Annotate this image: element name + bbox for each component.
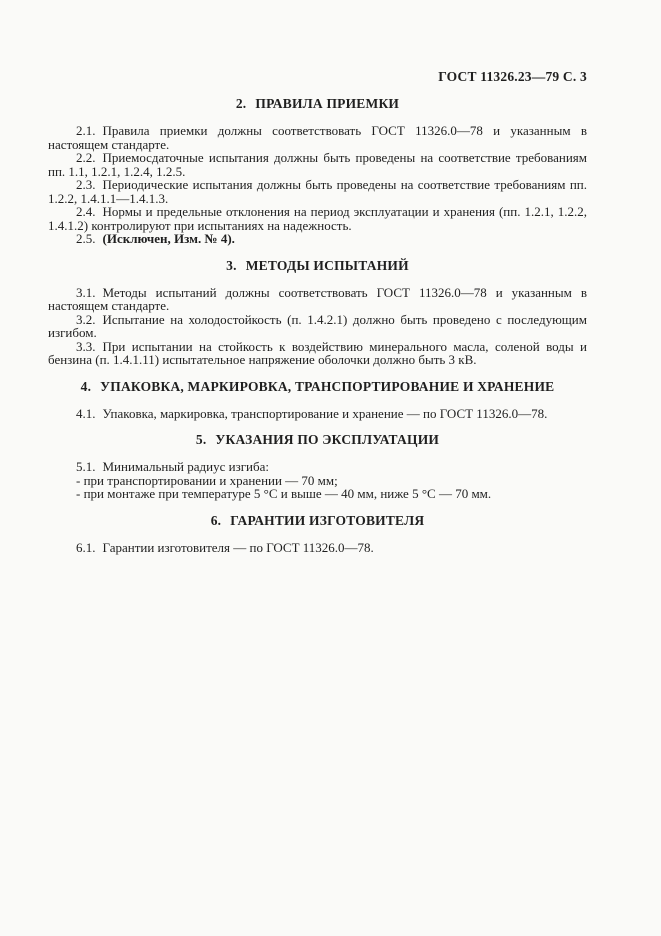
paragraph-text: Методы испытаний должны соответствовать ГОСТ 11326.0—78 и указанным в настоящем стандарте. — [48, 284, 587, 313]
section-5-heading — [48, 432, 587, 447]
page-header — [48, 70, 587, 84]
paragraph-number: 2.4. — [76, 204, 96, 219]
paragraph-text: - при монтаже при температуре 5 °С и выше — 40 мм, ниже 5 °С — 70 мм. — [76, 486, 492, 501]
paragraph-4-1 — [48, 407, 587, 421]
paragraph-2-3 — [48, 178, 587, 205]
paragraph-3-2 — [48, 313, 587, 340]
paragraph-text: Минимальный радиус изгиба: — [102, 459, 270, 474]
doc-number-and-page-label: ГОСТ 11326.23—79 С. 3 — [438, 69, 587, 84]
section-3-heading — [48, 258, 587, 273]
section-6-number: 6. — [210, 512, 222, 528]
paragraph-number: 4.1. — [76, 405, 96, 421]
paragraph-3-1 — [48, 286, 587, 313]
section-manufacturer-warranty — [48, 513, 587, 555]
paragraph-text: - при транспортировании и хранении — 70 мм; — [76, 472, 338, 488]
section-4-title: УПАКОВКА, МАРКИРОВКА, ТРАНСПОРТИРОВАНИЕ И ХРАНЕНИЕ — [100, 378, 555, 394]
paragraph-number: 2.3. — [76, 177, 96, 192]
paragraph-text-excluded-note: (Исключен, Изм. № 4). — [102, 231, 235, 246]
section-4-heading — [48, 379, 587, 394]
paragraph-text: Периодические испытания должны быть проведены на соответствие требованиям пп. 1.2.2, 1.4.1.1—1.4.1.3. — [48, 177, 587, 206]
paragraph-number: 3.1. — [76, 284, 96, 300]
section-6-heading — [48, 513, 587, 528]
paragraph-text: Гарантии изготовителя — по ГОСТ 11326.0—78. — [102, 539, 374, 555]
list-item-bend-radius-installation — [48, 487, 587, 501]
paragraph-5-1 — [48, 460, 587, 474]
section-operation-guidelines — [48, 432, 587, 501]
section-3-title: МЕТОДЫ ИСПЫТАНИЙ — [245, 257, 409, 273]
paragraph-2-1 — [48, 124, 587, 151]
paragraph-text: Упаковка, маркировка, транспортирование и хранение — по ГОСТ 11326.0—78. — [102, 405, 548, 421]
section-4-number: 4. — [80, 378, 92, 394]
paragraph-3-3 — [48, 340, 587, 367]
section-6-title: ГАРАНТИИ ИЗГОТОВИТЕЛЯ — [230, 512, 425, 528]
paragraph-text: Испытание на холодостойкость (п. 1.4.2.1) должно быть проведено с последующим изгибом. — [48, 311, 587, 340]
paragraph-text: При испытании на стойкость к воздействию минерального масла, соленой воды и бензина (п. 1.4.1.11) испытательное напряжение оболочки должно быть 3 кВ. — [48, 338, 587, 367]
page-content — [48, 70, 587, 554]
paragraph-number: 5.1. — [76, 459, 96, 474]
section-5-title: УКАЗАНИЯ ПО ЭКСПЛУАТАЦИИ — [215, 432, 440, 447]
paragraph-text: Приемосдаточные испытания должны быть проведены на соответствие требованиям пп. 1.1, 1.2.1, 1.2.4, 1.2.5. — [48, 150, 587, 179]
section-5-number: 5. — [195, 432, 207, 447]
section-packaging-marking-transport-storage — [48, 379, 587, 421]
paragraph-number: 6.1. — [76, 539, 96, 555]
paragraph-2-4 — [48, 205, 587, 232]
paragraph-number: 2.1. — [76, 123, 96, 138]
paragraph-text: Правила приемки должны соответствовать ГОСТ 11326.0—78 и указанным в настоящем стандарте. — [48, 123, 587, 152]
section-2-heading — [48, 96, 587, 111]
section-3-number: 3. — [226, 257, 237, 273]
paragraph-6-1 — [48, 541, 587, 555]
paragraph-2-2 — [48, 151, 587, 178]
paragraph-number: 3.3. — [76, 338, 96, 354]
section-2-number: 2. — [235, 96, 247, 111]
paragraph-text: Нормы и предельные отклонения на период эксплуатации и хранения (пп. 1.2.1, 1.2.2, 1.4.1.2) контролируют при испытаниях на надежность. — [48, 204, 587, 233]
section-test-methods — [48, 258, 587, 367]
paragraph-number: 2.5. — [76, 231, 96, 246]
list-item-bend-radius-transport — [48, 474, 587, 488]
section-2-title: ПРАВИЛА ПРИЕМКИ — [255, 96, 400, 111]
paragraph-number: 2.2. — [76, 150, 96, 165]
paragraph-number: 3.2. — [76, 311, 96, 327]
paragraph-2-5 — [48, 232, 587, 246]
section-acceptance-rules — [48, 96, 587, 246]
